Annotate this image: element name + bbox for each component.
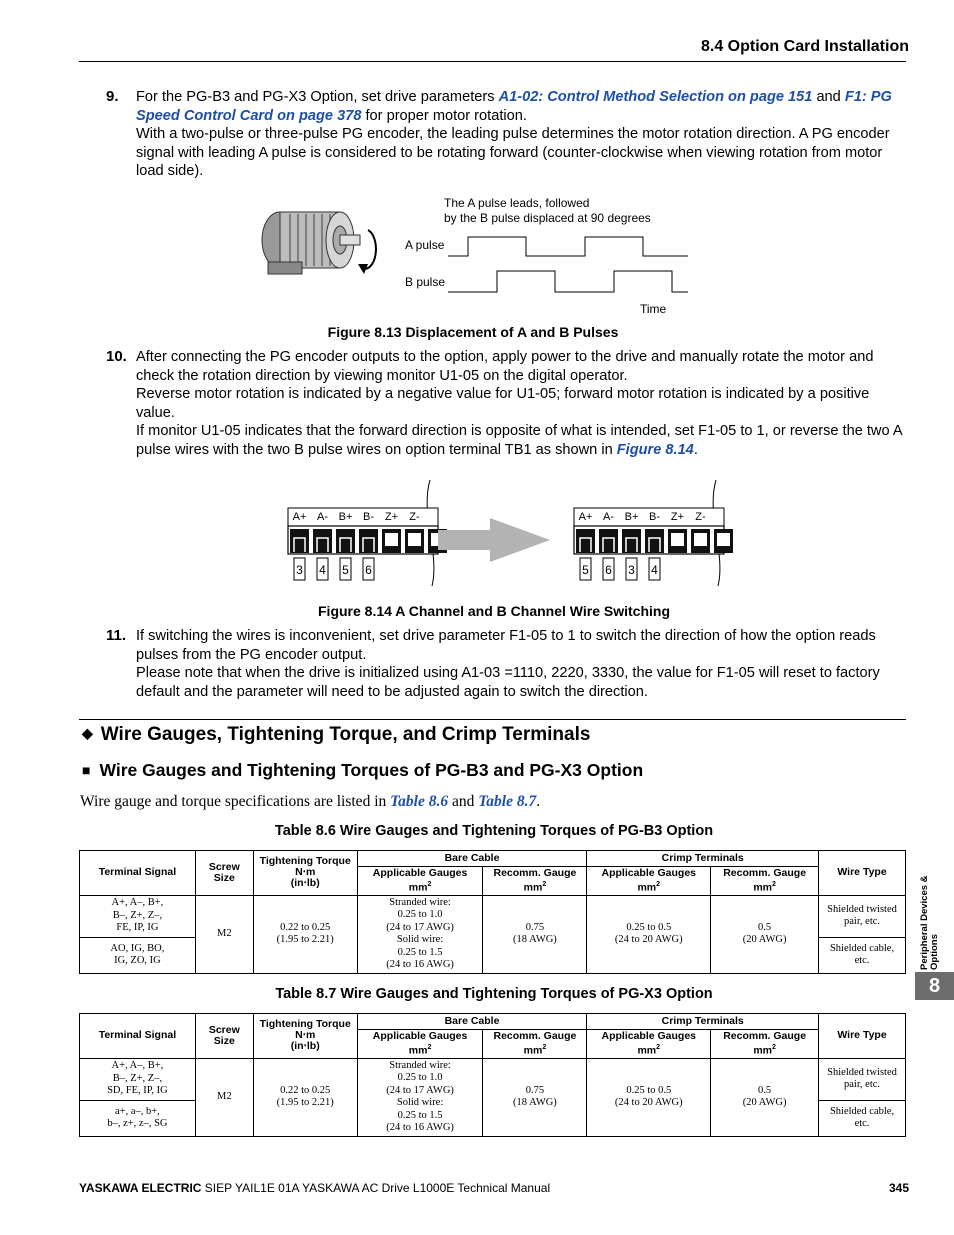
th-label: Applicable Gauges (372, 1030, 468, 1042)
step-9-text-pre: For the PG-B3 and PG-X3 Option, set drive parameters (136, 89, 499, 105)
step-9-text (136, 88, 908, 181)
table-row (80, 895, 906, 937)
footer (79, 1181, 550, 1195)
wire-label: 4 (319, 563, 326, 577)
cell-line: 0.5 (758, 921, 772, 933)
link-figure-8-14[interactable]: Figure 8.14 (616, 441, 694, 458)
cell-torque (253, 1058, 357, 1136)
terminal-slot (576, 529, 595, 553)
motor-icon (262, 212, 376, 274)
cell-line: 0.25 to 1.0 (397, 909, 443, 920)
cell-bare-applicable (357, 895, 483, 973)
cell-line: (24 to 16 AWG) (386, 1122, 454, 1133)
wire-label: 3 (296, 563, 303, 577)
wire-label: 5 (582, 563, 589, 577)
terminal-screw (717, 533, 730, 546)
th-wire-type: Wire Type (819, 1014, 906, 1059)
page-number: 345 (888, 1181, 909, 1195)
step-10-para-3-pre: If monitor U1-05 indicates that the forward direction is opposite of what is intended, set F1-05 to 1, or reverse the two A pulse wires with the two B pulse wires on option terminal TB1 as shown in (136, 423, 902, 458)
b-pulse-waveform (448, 271, 688, 292)
square-icon: ■ (82, 762, 91, 778)
step-11-para-2: Please note that when the drive is initialized using A1-03 =1110, 2220, 3330, the value for F1-05 will reset to factory default and the parameter will need to be adjusted again to switch the direction. (136, 665, 880, 700)
th-torque (253, 1014, 357, 1059)
cell-crimp-applicable (587, 895, 711, 973)
th-crimp-applicable (587, 1030, 711, 1059)
th-sup: 2 (656, 1044, 661, 1051)
cell-line: (1.95 to 2.21) (276, 934, 334, 945)
table-8-7-caption: Table 8.7 Wire Gauges and Tightening Torques of PG-X3 Option (275, 986, 713, 1002)
cell-line: b–, z+, z–, SG (107, 1118, 168, 1129)
section-intro (80, 793, 540, 811)
th-bare-recomm (483, 1030, 587, 1059)
cell-bare-recomm (483, 895, 587, 973)
step-10-text (136, 348, 908, 460)
th-label: Applicable Gauges (601, 1030, 697, 1042)
th-unit: mm (523, 881, 543, 894)
cell-line: 0.5 (758, 1084, 772, 1096)
cell-wire-type (819, 1100, 906, 1136)
th-sup: 2 (772, 1044, 776, 1051)
th-crimp-terminals: Crimp Terminals (587, 851, 819, 867)
cell-line: 0.75 (525, 1084, 545, 1096)
cell-line: (24 to 20 AWG) (614, 934, 683, 945)
step-11-text (136, 627, 908, 701)
cell-line: AO, IG, BO, (110, 942, 165, 954)
chapter-tab[interactable]: 8 (915, 972, 954, 1000)
cell-line: 0.22 to 0.25 (280, 1084, 331, 1096)
cell-screw: M2 (195, 895, 253, 973)
table-header-row (80, 851, 906, 867)
intro-pre: Wire gauge and torque specifications are listed in (80, 793, 391, 810)
table-8-7 (79, 1013, 906, 1137)
th-sup: 2 (656, 881, 661, 888)
th-terminal-signal: Terminal Signal (80, 851, 196, 896)
cell-wire-type (819, 1058, 906, 1100)
terminal-slot (313, 529, 332, 553)
th-unit: mm (408, 1044, 428, 1057)
link-a1-02[interactable]: A1-02: Control Method Selection on page 151 (498, 89, 813, 105)
cell-wire-type (819, 895, 906, 937)
terminal-label: B+ (624, 511, 639, 523)
switch-arrow-icon (438, 518, 550, 562)
figure-8-13 (250, 190, 710, 320)
figure-8-13-caption: Figure 8.13 Displacement of A and B Pulses (327, 324, 619, 340)
th-sup: 2 (542, 881, 547, 888)
cell-line: 0.25 to 0.5 (626, 921, 672, 933)
cell-crimp-recomm (711, 1058, 819, 1136)
terminal-slot (622, 529, 641, 553)
figure-8-14 (280, 474, 740, 594)
step-9-text-post: for proper motor rotation. (361, 107, 527, 124)
th-unit: mm (753, 1044, 772, 1057)
cell-line: (18 AWG) (513, 934, 557, 945)
cell-line: 0.25 to 0.5 (626, 1084, 672, 1096)
cell-line: B–, Z+, Z–, (112, 1072, 163, 1084)
cell-line: 0.25 to 1.0 (397, 1072, 443, 1083)
th-bare-cable: Bare Cable (357, 1014, 587, 1030)
th-label: Applicable Gauges (372, 867, 468, 879)
step-11-para-1: If switching the wires is inconvenient, set drive parameter F1-05 to 1 to switch the direction of how the option reads pulses from the PG encoder output. (136, 628, 876, 663)
cell-line: (24 to 17 AWG) (386, 1084, 454, 1096)
cell-line: Shielded cable, (829, 1105, 895, 1117)
th-bare-applicable (357, 867, 483, 896)
terminal-label: A+ (292, 511, 307, 523)
terminal-slot (290, 529, 309, 553)
th-unit: mm (523, 1044, 543, 1057)
step-number-9: 9. (106, 88, 119, 105)
link-f1[interactable]: F1: PG Speed Control Card on page 378 (136, 89, 892, 124)
wire-label: 6 (605, 563, 612, 577)
th-screw-line-1: Screw (208, 1023, 240, 1036)
table-row (80, 1058, 906, 1100)
th-crimp-recomm (711, 1030, 819, 1059)
th-crimp-terminals: Crimp Terminals (587, 1014, 819, 1030)
cell-line: Shielded twisted (827, 1066, 897, 1078)
step-9-para-1 (136, 88, 908, 125)
terminal-slot (336, 529, 355, 553)
th-screw-line-2: Size (213, 1034, 235, 1047)
wire-label: 3 (628, 563, 635, 577)
th-unit: mm (637, 881, 657, 894)
subsection-title (82, 760, 643, 781)
th-label: Recomm. Gauge (493, 1030, 577, 1042)
th-unit: mm (753, 881, 772, 894)
terminal-slot (599, 529, 618, 553)
cell-line: FE, IP, IG (116, 922, 159, 934)
diamond-icon: ◆ (82, 725, 93, 741)
terminal-block-right (574, 480, 733, 586)
cell-line: B–, Z+, Z–, (112, 909, 163, 921)
cell-line: Shielded twisted (827, 903, 897, 915)
th-screw-line-1: Screw (208, 860, 240, 873)
cell-signals (80, 895, 196, 937)
cell-line: pair, etc. (844, 1079, 881, 1090)
th-sup: 2 (542, 1044, 547, 1051)
b-pulse-label: B pulse (405, 275, 446, 289)
cell-bare-recomm (483, 1058, 587, 1136)
th-unit: mm (408, 881, 428, 894)
terminal-label: Z+ (670, 511, 685, 523)
cell-line: 0.25 to 1.5 (397, 946, 443, 958)
th-bare-applicable (357, 1030, 483, 1059)
terminal-label: Z+ (384, 511, 399, 523)
step-10-para-3 (136, 422, 908, 459)
th-screw-line-2: Size (213, 871, 235, 884)
th-terminal-signal: Terminal Signal (80, 1014, 196, 1059)
figure-8-14-caption: Figure 8.14 A Channel and B Channel Wire Switching (318, 603, 670, 619)
th-torque-line-1: Tightening Torque (259, 1018, 351, 1031)
cell-signals (80, 937, 196, 973)
cell-signals (80, 1100, 196, 1136)
section-title (82, 724, 590, 746)
cell-line: 0.22 to 0.25 (280, 921, 331, 933)
cell-line: 0.25 to 1.5 (397, 1109, 443, 1121)
table-8-6 (79, 850, 906, 974)
th-sup: 2 (427, 1044, 432, 1051)
side-tab-label (920, 850, 940, 970)
terminal-screw (694, 533, 707, 546)
intro-mid: and (448, 793, 479, 810)
cell-line: (24 to 16 AWG) (386, 959, 454, 970)
cell-line: (20 AWG) (742, 934, 787, 945)
th-screw-size (195, 851, 253, 896)
terminal-slot (645, 529, 664, 553)
th-bare-cable: Bare Cable (357, 851, 587, 867)
terminal-block-left (288, 480, 447, 586)
th-crimp-applicable (587, 867, 711, 896)
a-pulse-waveform (448, 237, 688, 256)
step-number-10: 10. (106, 348, 127, 365)
subsection-title-text: Wire Gauges and Tightening Torques of PG-B3 and PG-X3 Option (99, 760, 644, 780)
intro-post: . (536, 793, 541, 810)
cell-bare-applicable (357, 1058, 483, 1136)
step-10-para-3-post: . (693, 441, 698, 458)
cell-signals (80, 1058, 196, 1100)
th-crimp-recomm (711, 867, 819, 896)
cell-line: Stranded wire: (389, 1059, 451, 1071)
table-header-row (80, 1014, 906, 1030)
figure-note-line-1: The A pulse leads, followed (444, 196, 590, 210)
header-rule (79, 61, 906, 62)
cell-line: 0.75 (525, 921, 545, 933)
th-unit: mm (637, 1044, 657, 1057)
footer-doc-title: SIEP YAIL1E 01A YASKAWA AC Drive L1000E Technical Manual (201, 1181, 551, 1195)
link-table-8-7[interactable]: Table 8.7 (478, 793, 537, 810)
th-torque-line-3: (in⋅lb) (290, 1040, 320, 1053)
table-8-6-caption: Table 8.6 Wire Gauges and Tightening Torques of PG-B3 Option (274, 823, 714, 839)
time-label: Time (640, 302, 667, 316)
cell-wire-type (819, 937, 906, 973)
th-screw-size (195, 1014, 253, 1059)
section-header: 8.4 Option Card Installation (700, 38, 909, 55)
terminal-slot (359, 529, 378, 553)
a-pulse-label: A pulse (405, 238, 445, 252)
cell-line: A+, A–, B+, (111, 897, 164, 909)
th-sup: 2 (772, 881, 776, 888)
cell-line: (24 to 17 AWG) (386, 921, 454, 933)
terminal-label: A- (317, 511, 328, 523)
section-title-text: Wire Gauges, Tightening Torque, and Crimp Terminals (100, 724, 591, 745)
cell-line: (18 AWG) (513, 1097, 557, 1108)
step-9-text-mid: and (812, 89, 845, 105)
step-10-para-2: Reverse motor rotation is indicated by a negative value for U1-05; forward motor rotation is indicated by a positive value. (136, 386, 870, 421)
th-torque-line-2: N⋅m (295, 1029, 316, 1042)
cell-screw: M2 (195, 1058, 253, 1136)
th-sup: 2 (427, 881, 432, 888)
th-label: Recomm. Gauge (723, 867, 807, 879)
cell-line: Stranded wire: (389, 896, 451, 908)
th-label: Applicable Gauges (601, 867, 697, 879)
th-label: Recomm. Gauge (723, 1030, 807, 1042)
terminal-label: B- (649, 511, 660, 523)
cell-line: (1.95 to 2.21) (276, 1097, 334, 1108)
th-label: Recomm. Gauge (493, 867, 577, 879)
cell-line: etc. (854, 1118, 870, 1129)
terminal-label: Z- (409, 511, 420, 523)
wire-label: 6 (365, 563, 372, 577)
th-wire-type: Wire Type (819, 851, 906, 896)
cell-line: pair, etc. (844, 916, 881, 927)
cell-line: Solid wire: (396, 1097, 444, 1108)
th-torque-line-3: (in⋅lb) (290, 877, 320, 890)
step-9-para-2: With a two-pulse or three-pulse PG encoder, the leading pulse determines the motor rotation direction. A PG encoder signal with leading A pulse is considered to be rotating forward (counter-clockwise when viewing rotation from motor load side). (136, 126, 890, 180)
section-rule (79, 719, 906, 720)
cell-line: SD, FE, IP, IG (107, 1085, 168, 1097)
terminal-screw (385, 533, 398, 546)
cell-crimp-applicable (587, 1058, 711, 1136)
figure-note-line-2: by the B pulse displaced at 90 degrees (444, 211, 651, 225)
terminal-label: B+ (338, 511, 353, 523)
th-bare-recomm (483, 867, 587, 896)
step-10-para-1: After connecting the PG encoder outputs to the option, apply power to the drive and manually rotate the motor and check the rotation direction by viewing monitor U1-05 on the digital operator. (136, 349, 874, 384)
th-torque-line-2: N⋅m (295, 866, 316, 879)
terminal-label: Z- (695, 511, 706, 523)
th-torque-line-1: Tightening Torque (259, 855, 351, 868)
terminal-screw (408, 533, 421, 546)
cell-line: IG, ZO, IG (114, 955, 161, 966)
terminal-label: A+ (578, 511, 593, 523)
cell-line: Solid wire: (396, 934, 444, 945)
cell-line: a+, a–, b+, (115, 1105, 160, 1117)
cell-line: etc. (854, 955, 870, 966)
terminal-screw (671, 533, 684, 546)
cell-torque (253, 895, 357, 973)
side-tab-line-2: Options (929, 934, 940, 970)
th-torque (253, 851, 357, 896)
cell-line: A+, A–, B+, (111, 1060, 164, 1072)
cell-line: (20 AWG) (742, 1097, 787, 1108)
side-tab-line-1: Peripheral Devices & (919, 875, 930, 970)
terminal-label: B- (363, 511, 374, 523)
step-number-11: 11. (106, 627, 127, 644)
wire-label: 4 (651, 563, 658, 577)
link-table-8-6[interactable]: Table 8.6 (390, 793, 449, 810)
cell-crimp-recomm (711, 895, 819, 973)
footer-company: YASKAWA ELECTRIC (79, 1181, 202, 1195)
terminal-label: A- (603, 511, 614, 523)
cell-line: Shielded cable, (829, 942, 895, 954)
cell-line: (24 to 20 AWG) (614, 1097, 683, 1108)
wire-label: 5 (342, 563, 349, 577)
